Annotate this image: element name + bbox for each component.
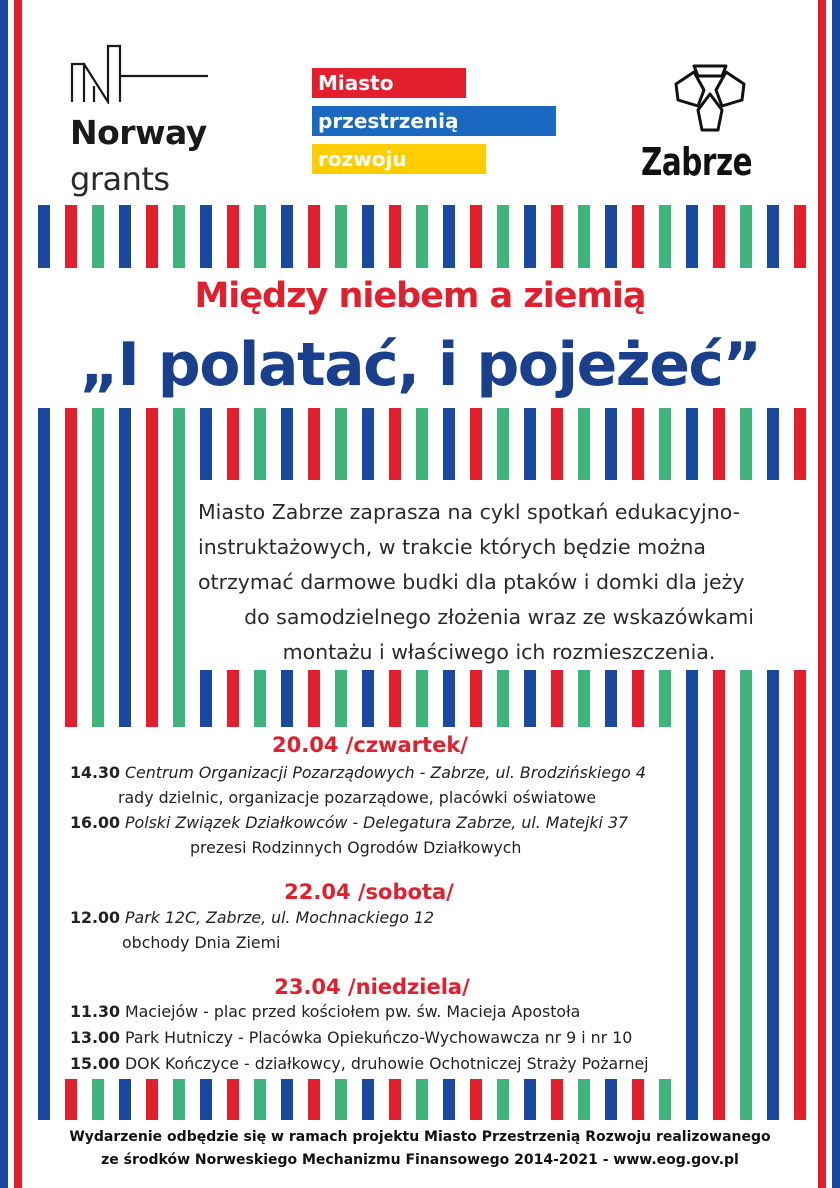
intro-line: Miasto Zabrze zaprasza na cykl spotkań edukacyjno- xyxy=(198,500,741,524)
schedule-event xyxy=(70,1002,580,1021)
schedule-event xyxy=(70,813,628,832)
event-time: 11.30 xyxy=(70,1002,120,1021)
event-place: DOK Kończyce - działkowcy, druhowie Ochotniczej Straży Pożarnej xyxy=(125,1054,649,1073)
zabrze-wordmark: Zabrze xyxy=(641,140,753,184)
miasto-line1: Miasto xyxy=(318,71,394,95)
intro-line: do samodzielnego złożenia wraz ze wskazówkami xyxy=(244,605,754,629)
stripe xyxy=(832,0,840,1188)
schedule-event xyxy=(70,908,434,927)
event-place: Polski Związek Działkowców - Delegatura Zabrze, ul. Matejki 37 xyxy=(125,813,629,832)
intro-line: montażu i właściwego ich rozmieszczenia. xyxy=(282,640,716,664)
intro-paragraph xyxy=(198,495,800,670)
miasto-line2: przestrzenią xyxy=(318,109,459,133)
event-description: obchody Dnia Ziemi xyxy=(122,933,281,952)
schedule-date: 22.04 /sobota/ xyxy=(284,880,454,904)
stripe xyxy=(0,0,8,1188)
schedule-event xyxy=(70,1054,649,1073)
footer-line: Wydarzenie odbędzie się w ramach projektu Miasto Przestrzenią Rozwoju realizowanego xyxy=(69,1129,771,1145)
event-subtitle: Między niebem a ziemią xyxy=(194,276,646,316)
event-description: prezesi Rodzinnych Ogrodów Działkowych xyxy=(190,838,522,857)
stripe xyxy=(818,0,826,1188)
footer-line: ze środków Norweskiego Mechanizmu Finansowego 2014-2021 - www.eog.gov.pl xyxy=(101,1152,739,1168)
schedule-event xyxy=(70,763,646,782)
event-place: Centrum Organizacji Pozarządowych - Zabrze, ul. Brodzińskiego 4 xyxy=(125,763,646,782)
event-time: 16.00 xyxy=(70,813,120,832)
norway-grants-subtitle: grants xyxy=(70,160,170,198)
intro-line: instruktażowych, w trakcie których będzie można xyxy=(198,535,706,559)
event-place: Park Hutniczy - Placówka Opiekuńczo-Wychowawcza nr 9 i nr 10 xyxy=(125,1028,633,1047)
miasto-line3: rozwoju xyxy=(318,147,407,171)
event-time: 15.00 xyxy=(70,1054,120,1073)
event-time: 13.00 xyxy=(70,1028,120,1047)
event-place: Maciejów - plac przed kościołem pw. św. Macieja Apostoła xyxy=(125,1002,581,1021)
event-time: 14.30 xyxy=(70,763,120,782)
event-time: 12.00 xyxy=(70,908,120,927)
schedule-date: 20.04 /czwartek/ xyxy=(272,733,468,757)
zabrze-crest-icon xyxy=(670,60,750,136)
schedule-date: 23.04 /niedziela/ xyxy=(274,975,470,999)
norway-grants-title: Norway xyxy=(70,113,207,152)
norway-grants-logo-icon xyxy=(70,44,210,104)
event-place: Park 12C, Zabrze, ul. Mochnackiego 12 xyxy=(125,908,435,927)
schedule-event xyxy=(70,1028,632,1047)
event-title: „I polatać, i pojeżeć” xyxy=(79,330,761,400)
intro-line: otrzymać darmowe budki dla ptaków i domki dla jeży xyxy=(198,570,745,594)
stripe xyxy=(14,0,22,1188)
event-description: rady dzielnic, organizacje pozarządowe, placówki oświatowe xyxy=(118,788,597,807)
